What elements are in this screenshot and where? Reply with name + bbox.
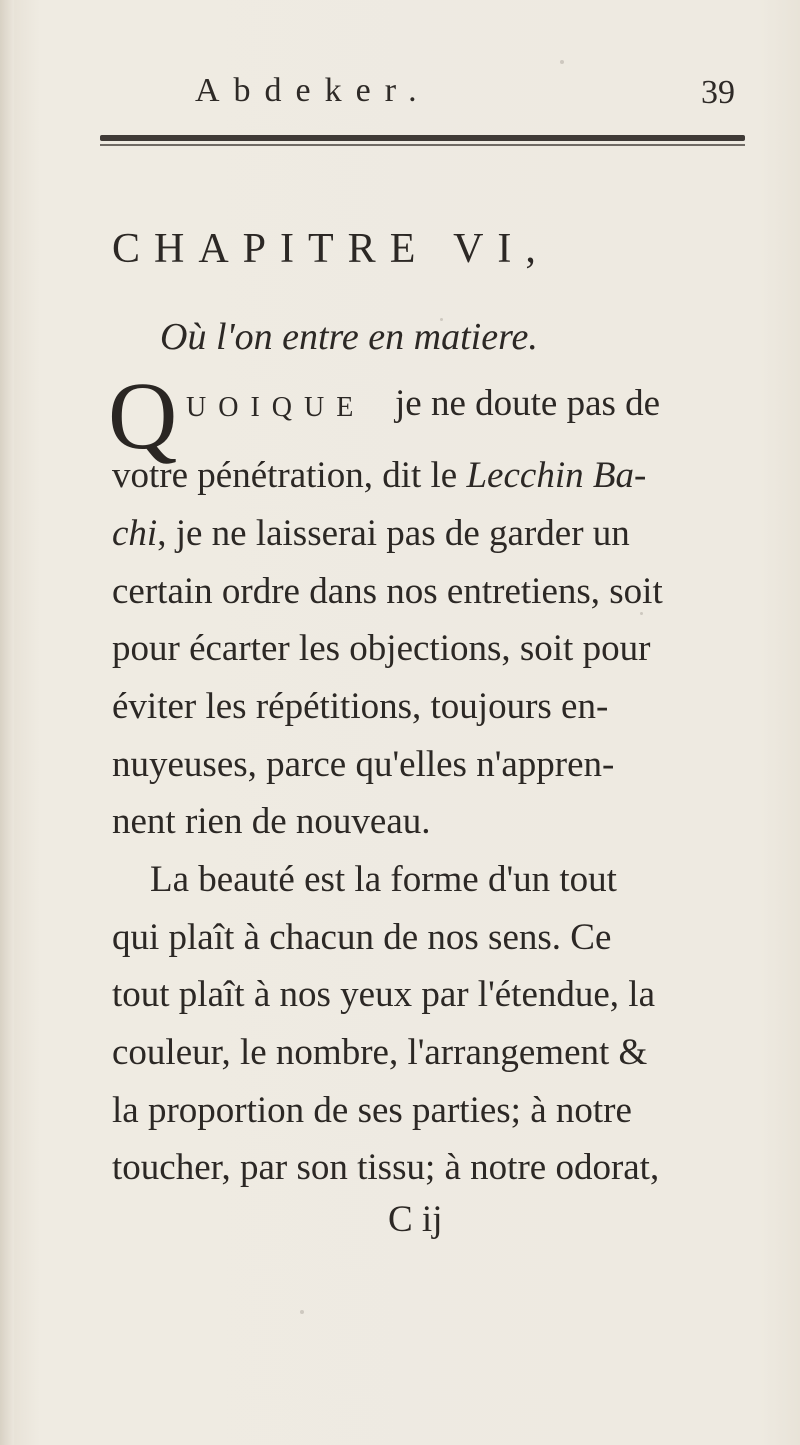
text-line-11: tout plaît à nos yeux par l'étendue, la	[112, 974, 656, 1015]
text-line-4: certain ordre dans nos entretiens, soit	[112, 571, 663, 612]
signature-mark: C ij	[388, 1199, 443, 1240]
text-line-2-roman: votre pénétration, dit le	[112, 455, 467, 496]
text-line-3-italic: chi	[112, 513, 158, 554]
text-line-3-roman: , je ne laisserai pas de garder un	[157, 513, 630, 554]
running-title: Abdeker.	[195, 72, 431, 109]
text-line-9: La beauté est la forme d'un tout	[150, 859, 617, 900]
text-line-8: nent rien de nouveau.	[112, 801, 431, 842]
text-line-2	[112, 454, 646, 497]
text-line-7: nuyeuses, parce qu'elles n'appren-	[112, 744, 615, 785]
text-line-10: qui plaît à chacun de nos sens. Ce	[112, 917, 612, 958]
header-rule	[100, 135, 745, 141]
first-word-small-caps: UOIQUE	[186, 392, 366, 423]
header-rule-thin	[100, 144, 745, 146]
text-line-3	[112, 512, 630, 555]
paper-speck	[300, 1310, 304, 1314]
paper-speck	[640, 612, 643, 615]
text-line-6: éviter les répétitions, toujours en-	[112, 686, 609, 727]
text-line-5: pour écarter les objections, soit pour	[112, 628, 651, 669]
text-line-13: la proportion de ses parties; à notre	[112, 1090, 632, 1131]
text-line-12: couleur, le nombre, l'arrangement &	[112, 1032, 648, 1073]
chapter-subtitle: Où l'on entre en matiere.	[160, 316, 538, 358]
page-number: 39	[701, 74, 735, 111]
page-header	[195, 72, 735, 112]
text-line-14: toucher, par son tissu; à notre odorat,	[112, 1147, 660, 1188]
drop-cap: Q	[108, 362, 178, 469]
page-gutter	[0, 0, 14, 1445]
text-line-2-italic: Lecchin Ba-	[466, 455, 647, 496]
chapter-title: CHAPITRE VI,	[112, 226, 550, 272]
paper-speck	[440, 318, 443, 321]
paper-speck	[560, 60, 564, 64]
text-line-1: je ne doute pas de	[395, 383, 661, 424]
